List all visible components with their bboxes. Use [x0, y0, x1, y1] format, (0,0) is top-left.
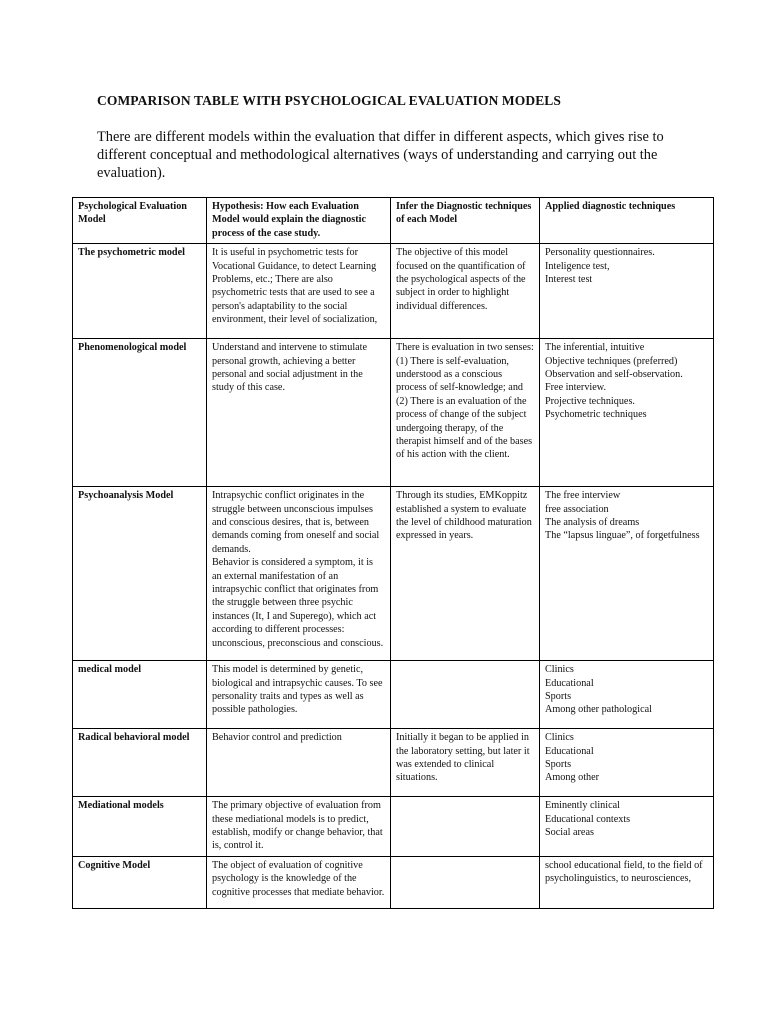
header-applied: Applied diagnostic techniques [540, 198, 714, 244]
cell-hypothesis: The object of evaluation of cognitive psychology is the knowledge of the cognitive processes that mediate behavior. [207, 856, 391, 908]
cell-hypothesis: This model is determined by genetic, biological and intrapsychic causes. To see personality traits and types as well as possible pathologies. [207, 661, 391, 729]
cell-applied: The inferential, intuitive Objective techniques (preferred) Observation and self-observation. Free interview. Projective techniques. Psychometric techniques [540, 339, 714, 487]
page-title: COMPARISON TABLE WITH PSYCHOLOGICAL EVALUATION MODELS [97, 93, 562, 108]
header-hypothesis: Hypothesis: How each Evaluation Model would explain the diagnostic process of the case study. [207, 198, 391, 244]
table-row [73, 797, 714, 857]
table-row [73, 729, 714, 797]
cell-hypothesis: Understand and intervene to stimulate personal growth, achieving a better personal and social adjustment in the study of this case. [207, 339, 391, 487]
cell-infer: Initially it began to be applied in the laboratory setting, but later it was extended to clinical situations. [391, 729, 540, 797]
cell-model: medical model [73, 661, 207, 729]
table-row [73, 244, 714, 339]
comparison-table [72, 197, 714, 909]
cell-applied: Personality questionnaires. Inteligence test, Interest test [540, 244, 714, 339]
cell-infer [391, 856, 540, 908]
header-infer: Infer the Diagnostic techniques of each Model [391, 198, 540, 244]
cell-hypothesis: Behavior control and prediction [207, 729, 391, 797]
cell-model: Psychoanalysis Model [73, 487, 207, 661]
cell-applied: Eminently clinical Educational contexts Social areas [540, 797, 714, 857]
table-row [73, 856, 714, 908]
cell-applied: Clinics Educational Sports Among other pathological [540, 661, 714, 729]
cell-model: Phenomenological model [73, 339, 207, 487]
cell-hypothesis: It is useful in psychometric tests for Vocational Guidance, to detect Learning Problems, etc.; There are also psychometric tests that are used to see a person's adaptability to the social environment, their level of socialization, [207, 244, 391, 339]
cell-model: Radical behavioral model [73, 729, 207, 797]
table-row [73, 339, 714, 487]
cell-model: The psychometric model [73, 244, 207, 339]
cell-infer: The objective of this model focused on the quantification of the psychological aspects of the subject in order to highlight individual differences. [391, 244, 540, 339]
cell-hypothesis: Intrapsychic conflict originates in the struggle between unconscious impulses and conscious desires, that is, between demands coming from oneself and social demands. Behavior is considered a symptom, it is an external manifestation of an intrapsychic conflict that originates from the struggle between three psychic instances (It, I and Superego), which act according to different processes: unconscious, preconscious and conscious. [207, 487, 391, 661]
table-row [73, 487, 714, 661]
cell-infer: There is evaluation in two senses: (1) There is self-evaluation, understood as a conscious process of self-knowledge; and (2) There is an evaluation of the process of change of the subject undergoing therapy, of the therapist himself and of the bases of his action with the client. [391, 339, 540, 487]
table-header-row [73, 198, 714, 244]
header-model: Psychological Evaluation Model [73, 198, 207, 244]
cell-applied: The free interview free association The analysis of dreams The “lapsus linguae”, of forgetfulness [540, 487, 714, 661]
cell-model: Cognitive Model [73, 856, 207, 908]
table-row [73, 661, 714, 729]
cell-infer [391, 797, 540, 857]
cell-hypothesis: The primary objective of evaluation from these mediational models is to predict, establish, modify or change behavior, that is, control it. [207, 797, 391, 857]
cell-infer [391, 661, 540, 729]
intro-paragraph: There are different models within the evaluation that differ in different aspects, which gives rise to different conceptual and methodological alternatives (ways of understanding and carrying out the evaluation). [97, 129, 664, 181]
cell-model: Mediational models [73, 797, 207, 857]
cell-applied: school educational field, to the field of psycholinguistics, to neurosciences, [540, 856, 714, 908]
cell-applied: Clinics Educational Sports Among other [540, 729, 714, 797]
cell-infer: Through its studies, EMKoppitz established a system to evaluate the level of childhood maturation expressed in years. [391, 487, 540, 661]
